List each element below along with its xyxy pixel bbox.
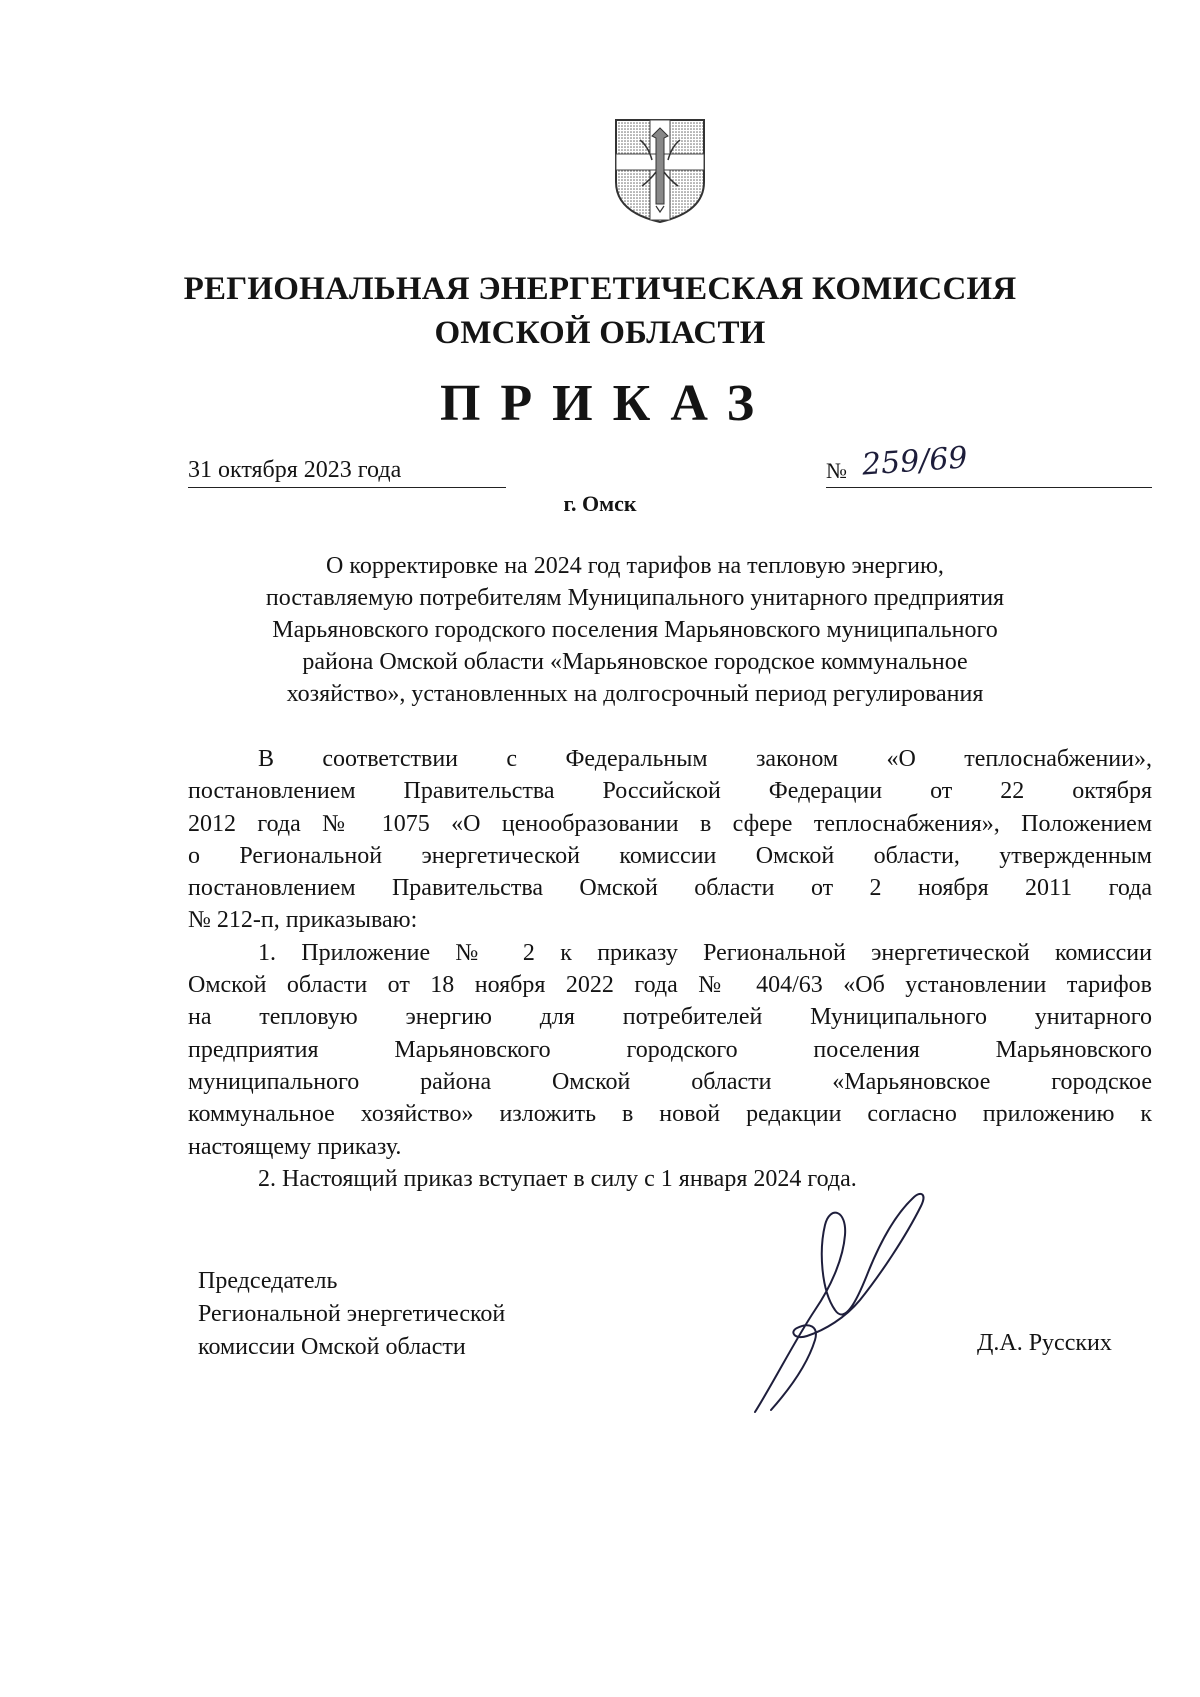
item1-line: настоящему приказу. [188, 1133, 402, 1160]
document-body [188, 743, 1152, 1195]
preamble-line: постановлением Правительства Российской Федерации от 22 октября [188, 778, 1152, 805]
preamble-line: о Региональной энергетической комиссии Омской области, утвержденным [188, 842, 1152, 869]
signatory-name: Д.А. Русских [977, 1330, 1112, 1356]
handwritten-signature [745, 1180, 935, 1420]
signatory-position-line: Председатель [198, 1268, 338, 1294]
signatory-position-line: Региональной энергетической [198, 1301, 506, 1327]
document-number-handwritten: 259/69 [860, 440, 969, 483]
item1-line: муниципального района Омской области «Марьяновское городское [188, 1068, 1152, 1095]
document-date: 31 октября 2023 года [188, 457, 402, 483]
document-subject [180, 550, 1090, 710]
city: г. Омск [563, 491, 637, 516]
organization-name-line2: ОМСКОЙ ОБЛАСТИ [434, 315, 766, 351]
item2-line: 2. Настоящий приказ вступает в силу с 1 января 2024 года. [258, 1165, 857, 1192]
subject-line: Марьяновского городского поселения Марьяновского муниципального [272, 617, 998, 643]
item1-line: предприятия Марьяновского городского поселения Марьяновского [188, 1036, 1152, 1063]
document-type-title: ПРИКАЗ [439, 375, 775, 432]
document-number-label: № [826, 458, 847, 483]
item1-line: на тепловую энергию для потребителей Муниципального унитарного [188, 1004, 1152, 1031]
preamble-line: В соответствии с Федеральным законом «О теплоснабжении», [258, 746, 1152, 772]
subject-line: хозяйство», установленных на долгосрочный период регулирования [286, 681, 984, 707]
item1-line: 1. Приложение № 2 к приказу Региональной энергетической комиссии [258, 939, 1152, 966]
preamble-line: постановлением Правительства Омской области от 2 ноября 2011 года [188, 875, 1152, 902]
subject-line: поставляемую потребителям Муниципального унитарного предприятия [265, 585, 1005, 611]
item1-line: Омской области от 18 ноября 2022 года № 404/63 «Об установлении тарифов [188, 972, 1152, 999]
item1-line: коммунальное хозяйство» изложить в новой редакции согласно приложению к [188, 1101, 1152, 1128]
preamble-line: № 212-п, приказываю: [188, 907, 418, 934]
number-underline [826, 487, 1152, 488]
date-underline [188, 487, 506, 488]
coat-of-arms-emblem [612, 116, 708, 224]
organization-name-line1: РЕГИОНАЛЬНАЯ ЭНЕРГЕТИЧЕСКАЯ КОМИССИЯ [183, 271, 1017, 307]
subject-line: района Омской области «Марьяновское городское коммунальное [302, 649, 968, 675]
subject-line: О корректировке на 2024 год тарифов на тепловую энергию, [326, 553, 944, 579]
preamble-line: 2012 года № 1075 «О ценообразовании в сфере теплоснабжения», Положением [188, 810, 1152, 837]
signatory-position-line: комиссии Омской области [198, 1334, 466, 1360]
signatory-position [198, 1265, 505, 1364]
